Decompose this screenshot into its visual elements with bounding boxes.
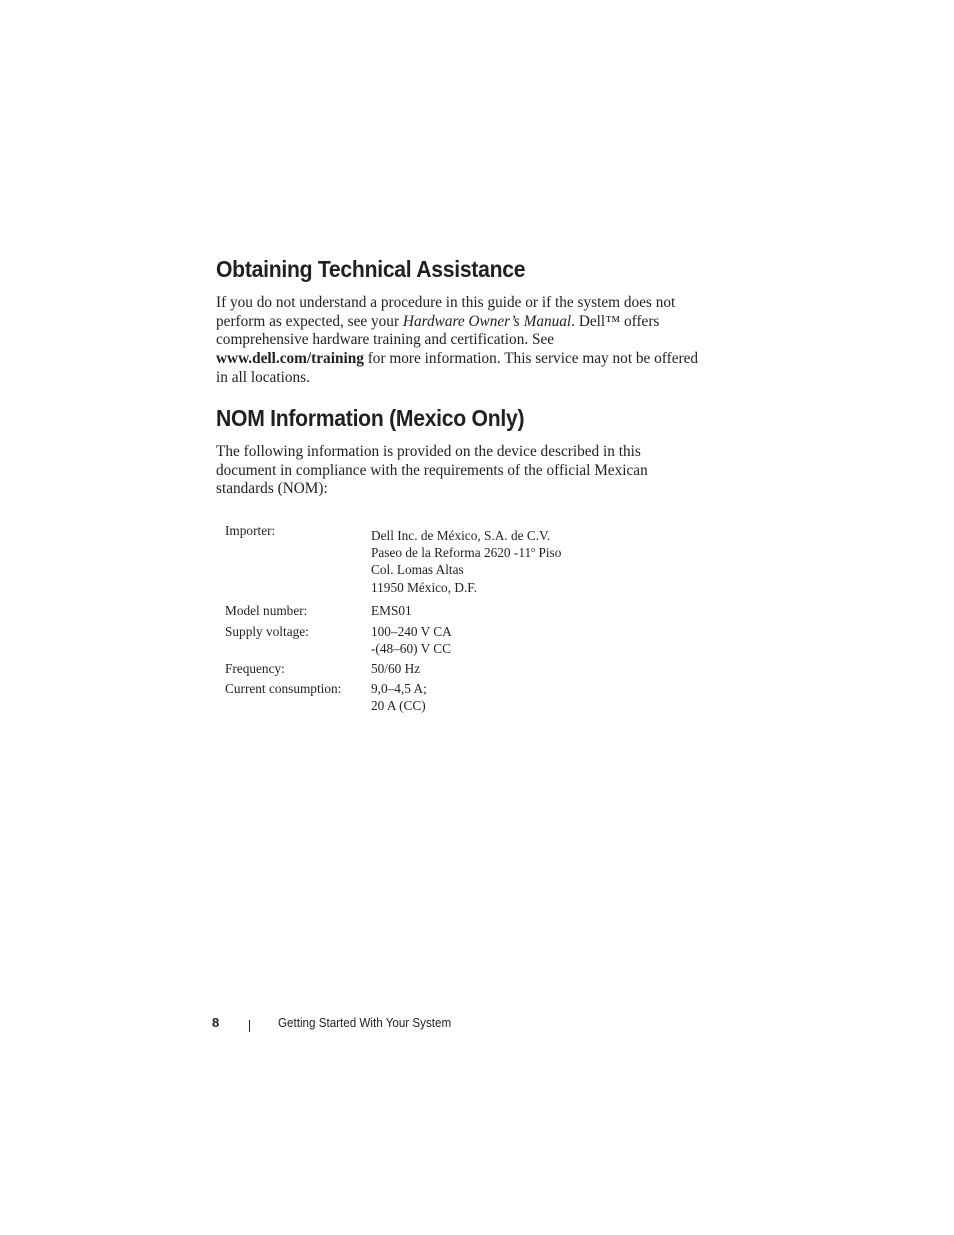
supply-voltage-label: Supply voltage:: [225, 624, 309, 639]
page-number: 8: [212, 1015, 220, 1030]
section-heading-nom-information: NOM Information (Mexico Only): [216, 405, 525, 431]
current-line: 9,0–4,5 A;: [371, 681, 427, 696]
model-number-value: EMS01: [371, 603, 412, 618]
importer-line: [371, 544, 561, 561]
voltage-line: 100–240 V CA: [371, 624, 452, 639]
paragraph-text: perform as expected, see your: [216, 312, 403, 330]
frequency-label: Frequency:: [225, 661, 285, 676]
paragraph-line: document in compliance with the requirements of the official Mexican: [216, 461, 648, 479]
importer-line: 11950 México, D.F.: [371, 579, 477, 595]
paragraph-text: . Dell™ offers: [571, 312, 660, 330]
paragraph-line: standards (NOM):: [216, 480, 328, 498]
current-line: 20 A (CC): [371, 698, 426, 714]
current-consumption-value: [371, 680, 427, 714]
importer-line: Col. Lomas Altas: [371, 562, 464, 578]
importer-text: Paseo de la Reforma 2620 -11: [371, 545, 532, 561]
section-heading-technical-assistance: Obtaining Technical Assistance: [216, 256, 526, 282]
paragraph-line: [216, 350, 716, 369]
paragraph-line: The following information is provided on the device described in this: [216, 443, 641, 460]
paragraph-line: [216, 313, 716, 332]
paragraph-line: in all locations.: [216, 368, 310, 386]
model-number-label: Model number:: [225, 603, 308, 618]
importer-label: Importer:: [225, 523, 276, 538]
paragraph-text: for more information. This service may not be offered: [363, 350, 699, 368]
paragraph-line: comprehensive hardware training and certification. See: [216, 331, 555, 349]
training-url: www.dell.com/training: [216, 350, 364, 368]
nom-paragraph: [216, 443, 716, 499]
footer-document-title: Getting Started With Your System: [278, 1016, 452, 1030]
ordinal-superscript: o: [531, 545, 536, 555]
importer-value: [371, 527, 561, 596]
footer-separator: [249, 1020, 250, 1032]
importer-text: Piso: [535, 545, 562, 561]
manual-title: Hardware Owner’s Manual: [402, 312, 572, 330]
paragraph-line: If you do not understand a procedure in this guide or if the system does not: [216, 294, 676, 311]
technical-assistance-paragraph: [216, 294, 716, 388]
supply-voltage-value: [371, 623, 452, 657]
frequency-value: 50/60 Hz: [371, 661, 421, 676]
current-consumption-label: Current consumption:: [225, 681, 342, 696]
importer-line: Dell Inc. de México, S.A. de C.V.: [371, 528, 551, 543]
voltage-line: -(48–60) V CC: [371, 641, 452, 657]
